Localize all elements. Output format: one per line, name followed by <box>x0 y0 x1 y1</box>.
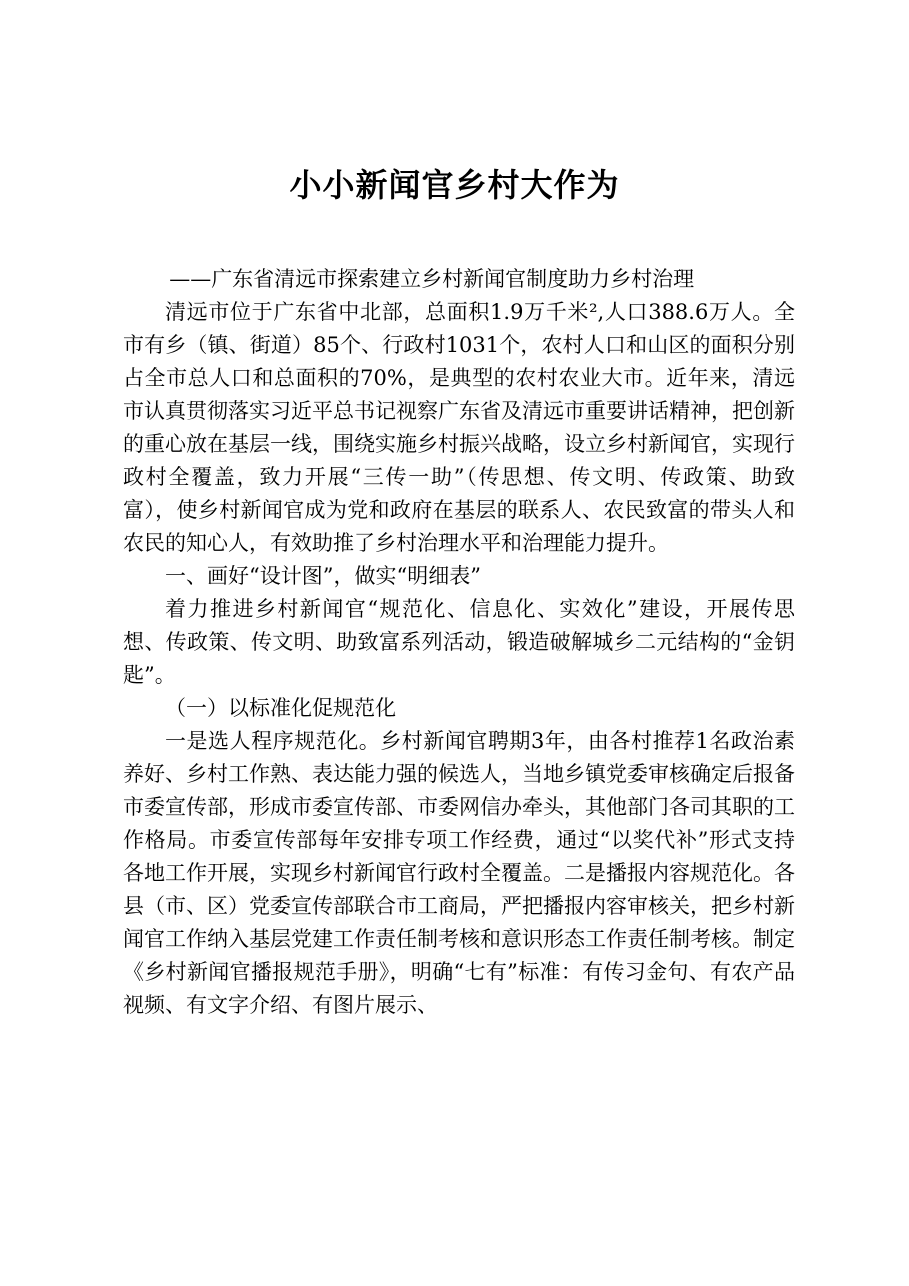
paragraph-subsection-1: 一是选人程序规范化。乡村新闻官聘期3年，由各村推荐1名政治素养好、乡村工作熟、表达能力强的候选人，当地乡镇党委审核确定后报备市委宣传部，形成市委宣传部、市委网信办牵头，其他部门各司其职的工作格局。市委宣传部每年安排专项工作经费，通过“以奖代补”形式支持各地工作开展，实现乡村新闻官行政村全覆盖。二是播报内容规范化。各县（市、区）党委宣传部联合市工商局，严把播报内容审核关，把乡村新闻官工作纳入基层党建工作责任制考核和意识形态工作责任制考核。制定《乡村新闻官播报规范手册》，明确“七有”标准：有传习金句、有农产品视频、有文字介绍、有图片展示、 <box>123 729 795 1017</box>
document-subtitle: ——广东省清远市探索建立乡村新闻官制度助力乡村治理 <box>169 267 695 291</box>
paragraph-intro: 清远市位于广东省中北部，总面积1.9万千米²,人口388.6万人。全市有乡（镇、街道）85个、行政村1031个，农村人口和山区的面积分别占全市总人口和总面积的70%，是典型的农村农业大市。近年来，清远市认真贯彻落实习近平总书记视察广东省及清远市重要讲话精神，把创新的重心放在基层一线，围绕实施乡村振兴战略，设立乡村新闻官，实现行政村全覆盖，致力开展“三传一助”（传思想、传文明、传政策、助致富），使乡村新闻官成为党和政府在基层的联系人、农民致富的带头人和农民的知心人，有效助推了乡村治理水平和治理能力提升。 <box>123 300 795 555</box>
subsection-heading-1: （一）以标准化促规范化 <box>165 696 396 720</box>
document-title: 小小新闻官乡村大作为 <box>289 166 620 204</box>
paragraph-section-1: 着力推进乡村新闻官“规范化、信息化、实效化”建设，开展传思想、传政策、传文明、助致富系列活动，锻造破解城乡二元结构的“金钥匙”。 <box>123 597 795 687</box>
document-body <box>123 263 795 1022</box>
section-heading-1: 一、画好“设计图”，做实“明细表” <box>165 564 481 588</box>
